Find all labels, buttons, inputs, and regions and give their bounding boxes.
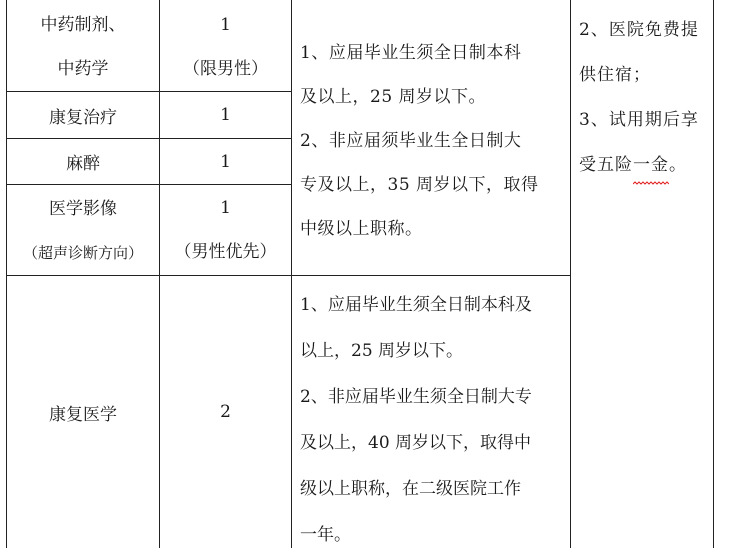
requirement-line: 1、应届毕业生须全日制本科	[300, 43, 522, 63]
column-divider-2	[291, 0, 292, 548]
requirement-line: 2、非应届毕业生须全日制大专	[300, 387, 532, 407]
headcount: 1	[220, 151, 231, 172]
requirement-line: 专及以上，35 周岁以下，取得	[300, 175, 539, 195]
column-divider-3	[570, 0, 571, 548]
requirements-cell	[300, 288, 568, 552]
benefit-line: 供住宿；	[579, 65, 651, 85]
requirements-cell	[300, 36, 568, 246]
position-name-line: 中药制剂、	[40, 14, 126, 35]
benefits-cell	[579, 8, 711, 188]
requirement-line: 及以上，40 周岁以下，取得中	[300, 433, 532, 453]
headcount: 1	[220, 105, 231, 125]
benefit-line: 3、试用期后享	[579, 110, 699, 130]
headcount-note: （男性优先）	[174, 242, 277, 262]
requirement-line: 以上，25 周岁以下。	[300, 341, 464, 361]
position-name-line: 康复治疗	[49, 107, 117, 128]
headcount: 1	[220, 14, 231, 35]
headcount-note: （限男性）	[183, 58, 268, 79]
requirement-line: 一年。	[300, 525, 351, 545]
requirement-line: 2、非应届须毕业生全日制大	[300, 131, 522, 151]
position-cell	[7, 92, 159, 138]
table-border-right	[713, 0, 714, 548]
position-cell	[7, 139, 159, 184]
count-cell	[160, 185, 291, 275]
benefit-line	[579, 143, 711, 188]
count-cell	[160, 276, 291, 548]
position-name-line: 康复医学	[49, 404, 117, 425]
benefit-line: 2、医院免费提	[579, 20, 699, 40]
benefit-text: 受五险	[579, 155, 633, 175]
position-cell	[7, 2, 159, 91]
benefit-text: 。	[669, 155, 687, 175]
requirement-line: 中级以上职称。	[300, 219, 423, 239]
spellcheck-squiggle	[633, 181, 669, 185]
benefit-text: 一金	[633, 155, 669, 175]
spellcheck-marked-text	[633, 143, 669, 188]
headcount: 2	[220, 402, 231, 422]
headcount: 1	[220, 198, 231, 218]
position-cell	[7, 185, 159, 275]
position-cell	[7, 276, 159, 548]
position-name-line: 中药学	[57, 58, 109, 79]
requirement-line: 及以上，25 周岁以下。	[300, 87, 487, 107]
requirement-line: 级以上职称，在二级医院工作	[300, 479, 521, 499]
requirement-line: 1、应届毕业生须全日制本科及	[300, 295, 532, 315]
count-cell	[160, 2, 291, 91]
count-cell	[160, 139, 291, 184]
count-cell	[160, 92, 291, 138]
position-name-line: 麻醉	[66, 154, 100, 174]
position-subtitle: （超声诊断方向）	[22, 244, 143, 262]
position-name-line: 医学影像	[49, 199, 117, 219]
